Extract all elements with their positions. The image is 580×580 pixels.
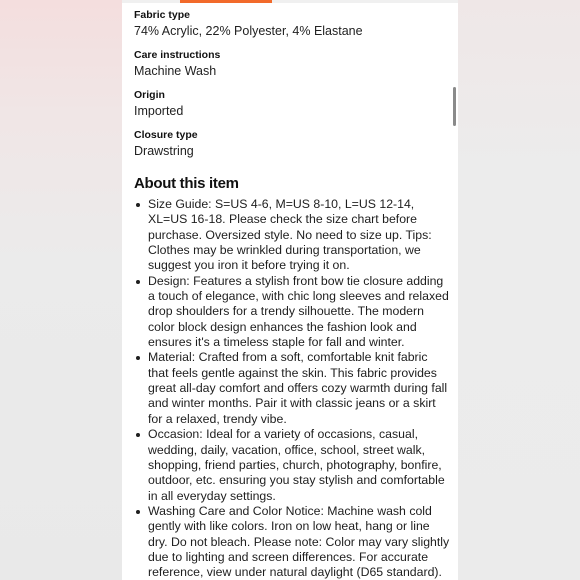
- about-bullet-material: [148, 350, 450, 427]
- bullet-text: Material: Crafted from a soft, comfortable knit fabric that feels gentle against the skin. This fabric provides great all-day comfort and offers cozy warmth during fall and winter months. Pair it with classic jeans or a skirt for a relaxed, trendy vibe.: [148, 350, 448, 426]
- tab-strip: [122, 0, 458, 3]
- bullet-dot-icon: [136, 280, 140, 284]
- about-bullet-occasion: [148, 427, 450, 504]
- about-bullet-list: [134, 197, 450, 580]
- spec-fabric-type: [134, 9, 450, 39]
- background-left: [0, 0, 122, 580]
- bullet-text: Size Guide: S=US 4-6, M=US 8-10, L=US 12-14, XL=US 16-18. Please check the size chart before purchase. Oversized style. No need to size up. Tips: Clothes may be wrinkled during transportation, we suggest you iron it before trying it on.: [148, 197, 432, 273]
- bullet-text: Design: Features a stylish front bow tie closure adding a touch of elegance, with chic long sleeves and relaxed drop shoulders for a trendy silhouette. The modern color block design enhances the fashion look and ensures it's a timeless staple for fall and winter.: [148, 273, 449, 350]
- about-section-title: About this item: [134, 175, 239, 192]
- spec-closure-type: [134, 129, 450, 159]
- spec-value: Imported: [134, 104, 184, 118]
- active-tab-indicator[interactable]: [180, 0, 272, 3]
- about-bullet-size-guide: [148, 197, 450, 274]
- spec-label: Closure type: [134, 129, 198, 141]
- bullet-dot-icon: [136, 433, 140, 437]
- bullet-dot-icon: [136, 203, 140, 207]
- spec-label: Care instructions: [134, 49, 221, 61]
- about-bullet-washing-care: [148, 504, 450, 580]
- spec-origin: [134, 89, 450, 119]
- product-details-content: [134, 9, 450, 580]
- bullet-dot-icon: [136, 510, 140, 514]
- spec-label: Origin: [134, 89, 165, 101]
- bullet-text: Washing Care and Color Notice: Machine wash cold gently with like colors. Iron on low heat, hang or line dry. Do not bleach. Please note: Color may vary slightly due to lighting and screen differences. For accurate reference, view under natural daylight (D65 standard).: [148, 503, 450, 580]
- about-bullet-design: [148, 274, 450, 351]
- scrollbar-thumb[interactable]: [453, 87, 456, 126]
- spec-value: 74% Acrylic, 22% Polyester, 4% Elastane: [134, 24, 363, 38]
- bullet-text: Occasion: Ideal for a variety of occasions, casual, wedding, daily, vacation, office, school, street walk, shopping, friend parties, church, photography, bonfire, outdoor, etc. ensuring you stay stylish and comfortable in all everyday settings.: [148, 427, 445, 503]
- spec-care-instructions: [134, 49, 450, 79]
- background-right: [458, 0, 580, 580]
- product-details-panel: [122, 0, 458, 580]
- bullet-dot-icon: [136, 356, 140, 360]
- spec-value: Drawstring: [134, 144, 194, 158]
- spec-value: Machine Wash: [134, 64, 217, 78]
- spec-label: Fabric type: [134, 9, 191, 21]
